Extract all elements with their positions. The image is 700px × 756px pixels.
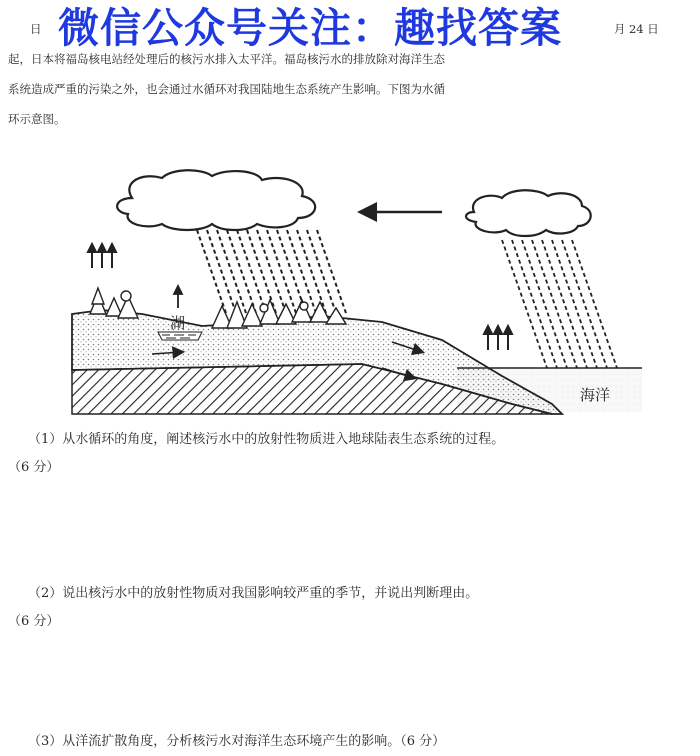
evaporation-arrows-ocean-icon <box>484 326 512 350</box>
evaporation-arrow-lake-icon <box>174 286 182 308</box>
question-3 <box>8 728 692 756</box>
intro-line-2: 起，日本将福岛核电站经处理后的核污水排入太平洋。福岛核污水的排放除对海洋生态 <box>8 52 445 66</box>
question-2-score: （6 分） <box>8 614 60 629</box>
question-2-text: （2）说出核污水中的放射性物质对我国影响较严重的季节，并说出判断理由。 <box>28 586 479 601</box>
question-3-text: （3）从洋流扩散角度，分析核污水对海洋生态环境产生的影响。（6 分） <box>28 734 446 749</box>
intro-line-1-end: 月 24 日 <box>613 22 659 36</box>
water-cycle-diagram <box>62 168 642 420</box>
question-1 <box>8 426 692 482</box>
rain-right-icon <box>502 240 617 368</box>
trees-left-icon <box>90 288 138 318</box>
evaporation-arrows-left-icon <box>88 244 116 268</box>
intro-line-3: 系统造成严重的污染之外，也会通过水循环对我国陆地生态系统产生影响。下图为水循 <box>8 82 445 96</box>
cloud-left-icon <box>117 170 315 230</box>
lake-area <box>158 332 202 340</box>
question-2 <box>8 580 692 636</box>
watermark-text: 微信公众号关注：趣找答案 <box>58 4 562 52</box>
intro-line-4: 环示意图。 <box>8 112 66 126</box>
question-1-score: （6 分） <box>8 460 60 475</box>
intro-line-1-start: 日 <box>30 22 42 36</box>
question-1-text: （1）从水循环的角度，阐述核污水中的放射性物质进入地球陆表生态系统的过程。 <box>28 432 505 447</box>
ocean-label: 海洋 <box>580 386 611 404</box>
cloud-right-icon <box>466 190 591 236</box>
lake-label: 湖 <box>170 314 186 332</box>
